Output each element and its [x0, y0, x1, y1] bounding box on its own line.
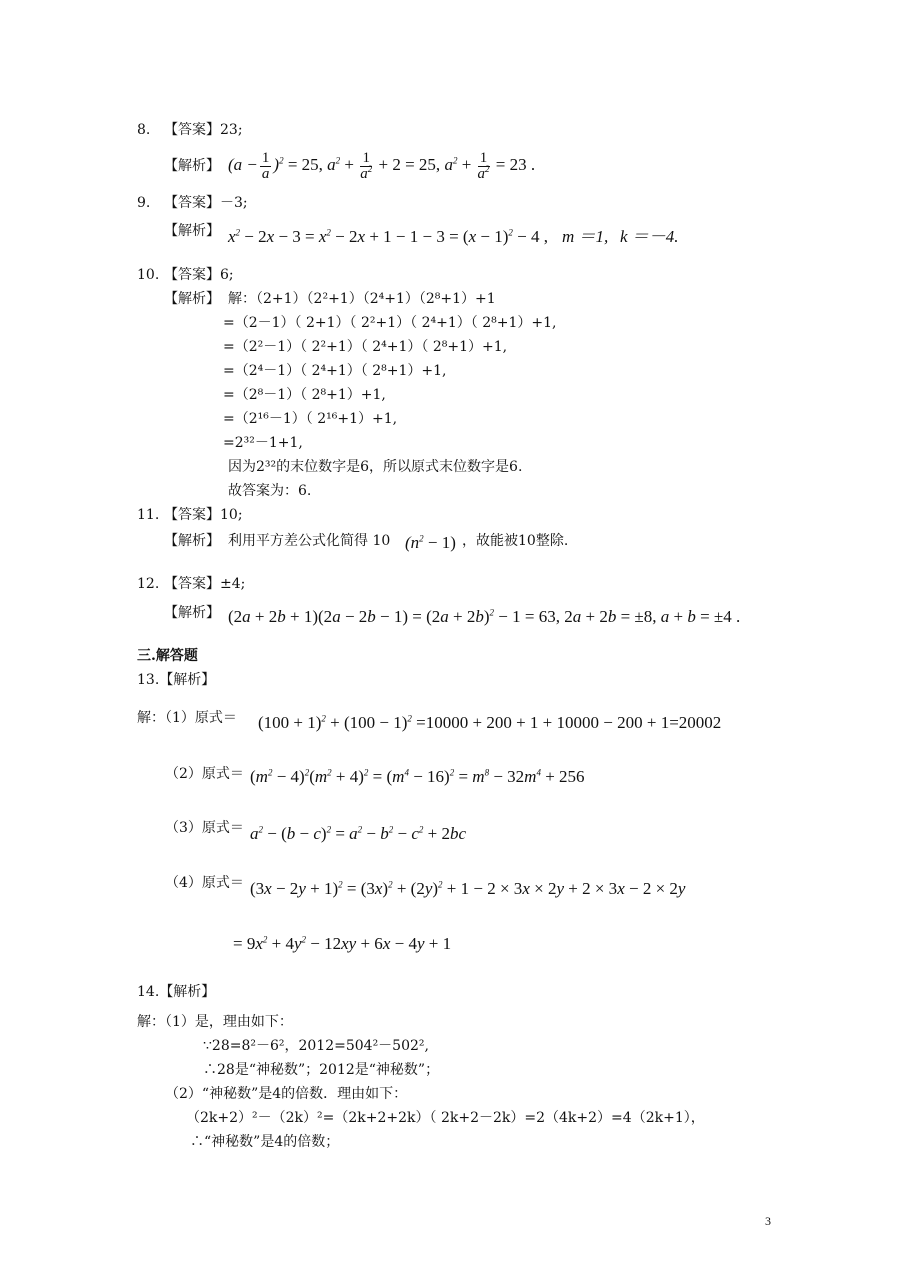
q12-analysis-label: 【解析】	[164, 605, 220, 621]
q11-answer: 【答案】10;	[164, 507, 243, 523]
page-number: 3	[765, 1214, 771, 1228]
q13-part4-formula-1: $(3x - 2y + 1)^2 = (3x)^2 + (2y)^2 + 1 - 2 \times 3x \times 2y + 2 \times 3x - 2 \times 2y$	[250, 879, 686, 898]
q13-part2-formula: $(m^2 - 4)^2(m^2 + 4)^2 = (m^4 - 16)^2 = m^8 - 32m^4 + 256$	[250, 767, 585, 786]
q11-text-1: 利用平方差公式化简得 10	[228, 533, 391, 549]
q14-heading: 14.【解析】	[137, 984, 216, 1000]
q10-line-4: =（2⁸－1）（ 2⁸+1）+1,	[223, 387, 386, 403]
q8-number: 8.	[137, 122, 151, 138]
q10-line-5: =（2¹⁶－1）（ 2¹⁶+1）+1,	[223, 411, 398, 427]
q10-line-3: =（2⁴－1）（ 2⁴+1）（ 2⁸+1）+1,	[223, 363, 447, 379]
q11-number: 11.	[137, 507, 160, 523]
q13-part3-formula: $a^2 - (b - c)^2 = a^2 - b^2 - c^2 + 2bc$	[250, 824, 467, 843]
q14-line-2: ∵28=8²－6²，2012=504²－502²,	[203, 1038, 429, 1054]
q10-answer: 【答案】6;	[164, 267, 234, 283]
q13-part4-label: （4）原式＝	[165, 875, 244, 891]
q10-line-8: 故答案为：6.	[228, 483, 312, 499]
q10-line-6: =2³²－1+1,	[223, 435, 303, 451]
q8-answer: 【答案】23;	[164, 122, 243, 138]
q10-line-7: 因为2³²的末位数字是6，所以原式末位数字是6.	[228, 459, 523, 475]
q10-number: 10.	[137, 267, 160, 283]
q8-analysis-label: 【解析】	[164, 158, 220, 174]
q9-number: 9.	[137, 195, 151, 211]
q14-line-3: ∴28是“神秘数”；2012是“神秘数”；	[203, 1062, 440, 1078]
q13-part3-label: （3）原式＝	[165, 820, 244, 836]
q8-formula: (a − $\frac{1}{a}$ )$^2$ = 25, $a^2$ + $\frac{1}{a^2}$ + 2 = 25, $a^2$ + $\frac{1}{a^2}$ = 23 .	[228, 149, 536, 182]
q9-analysis-label: 【解析】	[164, 223, 220, 239]
q13-part1-formula: $(100 + 1)^2 + (100 - 1)^2 =10000 + 200 + 1 + 10000 - 200 + 1=20002$	[258, 713, 722, 732]
q9-k-value: k ＝－4.	[620, 227, 679, 246]
q10-analysis-label: 【解析】	[164, 291, 220, 307]
q13-part1-label: 解：（1）原式＝	[137, 710, 237, 726]
q13-part4-formula-2: = $9x^2 + 4y^2 - 12xy + 6x - 4y + 1$	[233, 934, 452, 953]
q14-line-6: ∴“神秘数”是4的倍数；	[190, 1134, 340, 1150]
q12-answer: 【答案】±4;	[164, 576, 246, 592]
q12-formula: $(2a + 2b + 1)(2a - 2b - 1) = (2a + 2b)^2 - 1 = 63$, 2a + 2b = ±8, a + b = ±4 .	[228, 607, 741, 626]
q13-part2-label: （2）原式＝	[165, 766, 244, 782]
q11-formula: $(n^2 - 1)$	[405, 533, 456, 552]
q12-number: 12.	[137, 576, 160, 592]
q14-line-5: （2k+2）²－（2k）²=（2k+2+2k）（ 2k+2－2k）=2（4k+2）=4（2k+1），	[186, 1110, 705, 1126]
q9-m-value: m ＝1,	[562, 227, 609, 246]
q10-line-0: 解：（2+1）（2²+1）（2⁴+1）（2⁸+1）+1	[228, 291, 496, 307]
q10-line-2: =（2²－1）（ 2²+1）（ 2⁴+1）（ 2⁸+1）+1,	[223, 339, 508, 355]
q10-line-1: =（2－1）（ 2+1）（ 2²+1）（ 2⁴+1）（ 2⁸+1）+1,	[223, 315, 557, 331]
q14-line-4: （2）“神秘数”是4的倍数．理由如下：	[165, 1086, 408, 1102]
q13-heading: 13.【解析】	[137, 672, 216, 688]
q14-line-1: 解：（1）是，理由如下：	[137, 1014, 293, 1030]
q9-answer: 【答案】－3;	[164, 195, 248, 211]
q11-analysis-label: 【解析】	[164, 533, 220, 549]
section-3-title: 三.解答题	[137, 648, 198, 664]
q9-formula: $x^2 - 2x - 3 = x^2 - 2x + 1 - 1 - 3 = (x - 1)^2 - 4$ ,	[228, 227, 548, 246]
q11-text-2: ，故能被10整除.	[462, 533, 569, 549]
